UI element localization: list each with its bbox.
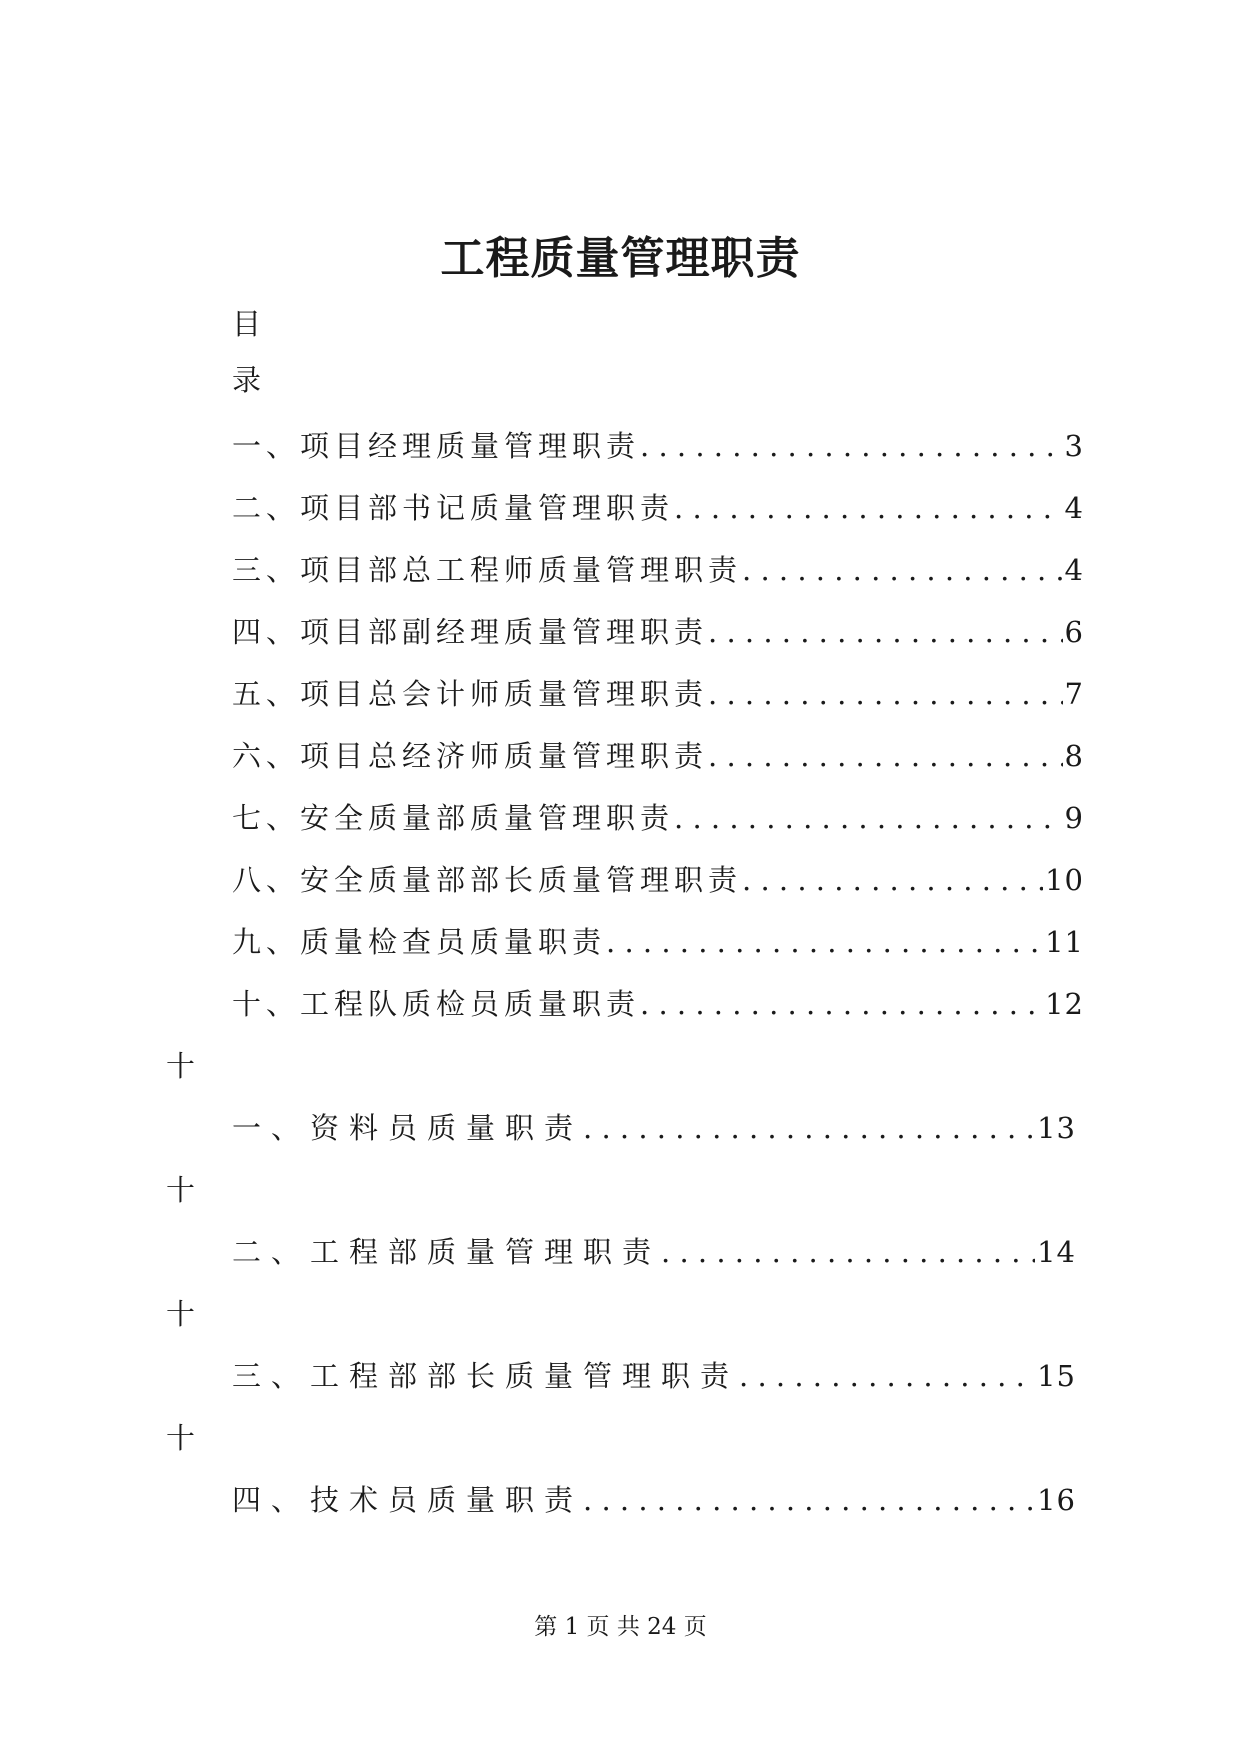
toc-entry-page: 8 bbox=[1064, 739, 1084, 773]
toc-entry-label: 十、工程队质检员质量职责 bbox=[232, 987, 641, 1021]
toc-entry-prefix: 十 bbox=[166, 1421, 196, 1455]
toc-leader-dots bbox=[708, 739, 1063, 777]
toc-entry-page: 4 bbox=[1064, 491, 1084, 525]
toc-leader-dots bbox=[742, 863, 1043, 901]
toc-entry-label: 三、工程部部长质量管理职责 bbox=[232, 1359, 740, 1393]
toc-leader-dots bbox=[674, 801, 1063, 839]
toc-entry[interactable] bbox=[232, 920, 1084, 960]
toc-entry[interactable] bbox=[232, 672, 1084, 712]
toc-entry-page: 11 bbox=[1045, 925, 1084, 959]
toc-entry[interactable] bbox=[232, 1354, 1076, 1394]
toc-entry-label: 一、项目经理质量管理职责 bbox=[232, 429, 641, 463]
toc-leader-dots bbox=[674, 491, 1063, 529]
toc-entry[interactable] bbox=[232, 1478, 1076, 1518]
toc-entry-prefix: 十 bbox=[166, 1049, 196, 1083]
toc-entry-page: 16 bbox=[1037, 1483, 1076, 1517]
toc-entry-label: 九、质量检查员质量职责 bbox=[232, 925, 607, 959]
toc-entry-label: 七、安全质量部质量管理职责 bbox=[232, 801, 675, 835]
toc-entry-page: 14 bbox=[1037, 1235, 1076, 1269]
toc-heading-part-1: 目 bbox=[232, 307, 262, 341]
toc-entry-page: 13 bbox=[1037, 1111, 1076, 1145]
toc-leader-dots bbox=[583, 1111, 1035, 1149]
toc-entry-page: 9 bbox=[1064, 801, 1084, 835]
toc-entry[interactable] bbox=[232, 734, 1084, 774]
toc-leader-dots bbox=[640, 429, 1063, 467]
toc-leader-dots bbox=[661, 1235, 1035, 1273]
toc-entry-label: 五、项目总会计师质量管理职责 bbox=[232, 677, 709, 711]
toc-entry-prefix: 十 bbox=[166, 1173, 196, 1207]
toc-entry[interactable] bbox=[232, 486, 1084, 526]
toc-entry[interactable] bbox=[232, 424, 1084, 464]
toc-leader-dots bbox=[708, 677, 1063, 715]
toc-entry-label: 二、工程部质量管理职责 bbox=[232, 1235, 662, 1269]
toc-entry-label: 六、项目总经济师质量管理职责 bbox=[232, 739, 709, 773]
toc-entry-label: 二、项目部书记质量管理职责 bbox=[232, 491, 675, 525]
toc-entry-page: 15 bbox=[1037, 1359, 1076, 1393]
toc-leader-dots bbox=[606, 925, 1043, 963]
toc-entry-prefix: 十 bbox=[166, 1297, 196, 1331]
page-footer: 第 1 页 共 24 页 bbox=[534, 1614, 707, 1640]
document-title: 工程质量管理职责 bbox=[440, 233, 801, 284]
toc-leader-dots bbox=[739, 1359, 1035, 1397]
toc-entry-page: 12 bbox=[1045, 987, 1084, 1021]
toc-entry[interactable] bbox=[232, 610, 1084, 650]
toc-entry[interactable] bbox=[232, 1230, 1076, 1270]
toc-entry-label: 一、资料员质量职责 bbox=[232, 1111, 584, 1145]
toc-heading-part-2: 录 bbox=[232, 363, 262, 397]
toc-entry-page: 4 bbox=[1064, 553, 1084, 587]
toc-entry[interactable] bbox=[232, 1106, 1076, 1146]
toc-entry[interactable] bbox=[232, 858, 1084, 898]
toc-leader-dots bbox=[742, 553, 1063, 591]
toc-leader-dots bbox=[708, 615, 1063, 653]
toc-leader-dots bbox=[640, 987, 1043, 1025]
toc-entry[interactable] bbox=[232, 796, 1084, 836]
toc-entry-page: 3 bbox=[1064, 429, 1084, 463]
toc-entry-label: 四、项目部副经理质量管理职责 bbox=[232, 615, 709, 649]
toc-entry[interactable] bbox=[232, 982, 1084, 1022]
toc-entry-page: 7 bbox=[1064, 677, 1084, 711]
toc-entry-label: 八、安全质量部部长质量管理职责 bbox=[232, 863, 743, 897]
toc-entry-page: 6 bbox=[1064, 615, 1084, 649]
toc-entry-label: 三、项目部总工程师质量管理职责 bbox=[232, 553, 743, 587]
toc-entry[interactable] bbox=[232, 548, 1084, 588]
toc-entry-page: 10 bbox=[1045, 863, 1084, 897]
toc-entry-label: 四、技术员质量职责 bbox=[232, 1483, 584, 1517]
toc-leader-dots bbox=[583, 1483, 1035, 1521]
